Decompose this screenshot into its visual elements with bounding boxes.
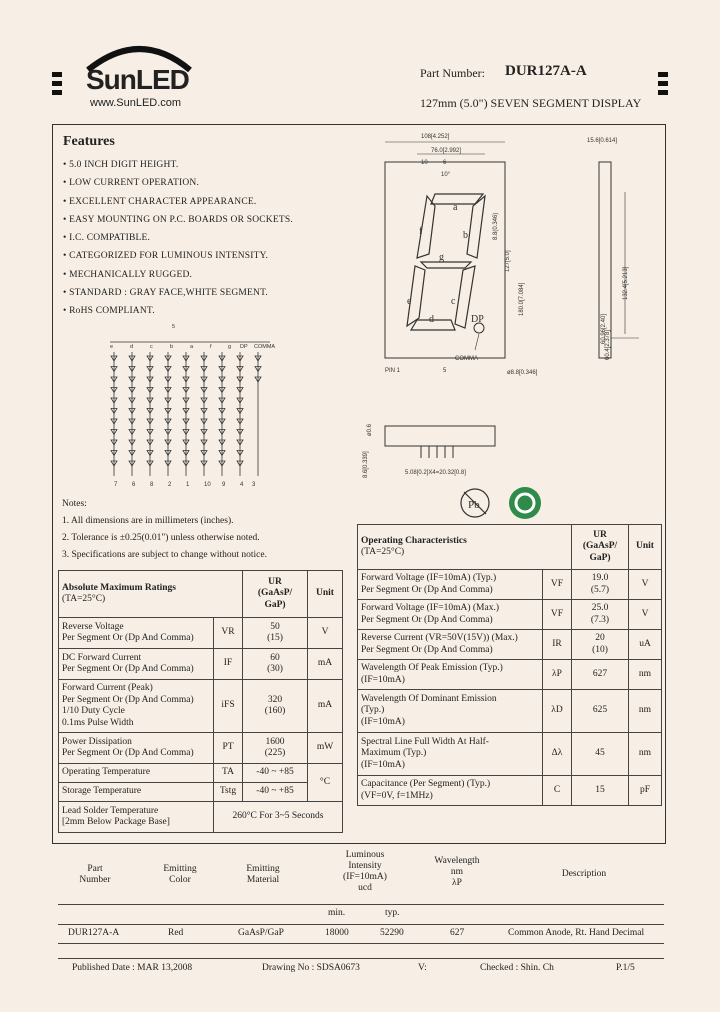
hdr-part: Part Number <box>79 864 111 885</box>
abs-max-title: Absolute Maximum Ratings <box>62 582 177 593</box>
segment-label-f: f <box>419 226 423 237</box>
description-cell: Common Anode, Rt. Hand Decimal <box>508 928 645 938</box>
hdr-luminous: Luminous Intensity (IF=10mA) ucd <box>343 850 387 893</box>
table-row: Reverse Voltage Per Segment Or (Dp And Comma) VR 50 (15) V <box>59 618 343 649</box>
pin-label: 6 <box>443 160 447 166</box>
circuit-pin: 1 <box>186 482 190 488</box>
dim-digit-height: 127[5.0] <box>505 250 511 272</box>
feature-item: • STANDARD : GRAY FACE,WHITE SEGMENT. <box>63 288 268 299</box>
hdr-color: Emitting Color <box>163 864 197 885</box>
circuit-col-b: b <box>170 344 174 350</box>
table-row: Wavelength Of Dominant Emission (Typ.) (IF=10mA) λD 625 nm <box>358 690 662 733</box>
drawing-number: Drawing No : SDSA0673 <box>262 963 360 973</box>
circuit-col-f: f <box>210 344 212 350</box>
table-row: Lead Solder Temperature [2mm Below Package Base] 260°C For 3~5 Seconds <box>59 802 343 833</box>
circuit-pin: 6 <box>132 482 136 488</box>
circuit-top-pin: 5 <box>172 324 176 330</box>
checked-by: Checked : Shin. Ch <box>480 963 554 973</box>
dim-width: 108[4.252] <box>421 134 450 140</box>
notes-section <box>62 496 267 564</box>
feature-item: • EASY MOUNTING ON P.C. BOARDS OR SOCKETS. <box>63 214 293 225</box>
segment-label-e: e <box>407 296 412 307</box>
dim-height: 180.0[7.084] <box>519 282 525 316</box>
circuit-pin: 10 <box>204 482 211 488</box>
circuit-col-a: a <box>190 344 194 350</box>
circuit-pin: 8 <box>150 482 154 488</box>
features-section <box>63 134 323 321</box>
circuit-col-e: e <box>110 344 114 350</box>
pin-label: PIN 1 <box>385 368 401 374</box>
typ-cell: 52290 <box>380 928 404 938</box>
feature-item: • LOW CURRENT OPERATION. <box>63 178 200 189</box>
col-unit: Unit <box>316 588 334 599</box>
dim-pin-length: 8.6[0.339] <box>363 451 369 478</box>
part-number-label: Part Number: <box>420 66 485 80</box>
abs-max-cond: (TA=25°C) <box>62 594 106 604</box>
circuit-col-dp: DP <box>240 344 248 350</box>
segment-label-g: g <box>439 252 444 263</box>
part-number: DUR127A-A <box>505 63 587 79</box>
published-date: Published Date : MAR 13,2008 <box>72 963 193 973</box>
note-item: 3. Specifications are subject to change without notice. <box>62 550 267 560</box>
note-item: 1. All dimensions are in millimeters (inches). <box>62 516 234 526</box>
table-row: Forward Voltage (IF=10mA) (Typ.) Per Segment Or (Dp And Comma) VF 19.0 (5.7) V <box>358 570 662 600</box>
pb-free-icon <box>458 486 492 520</box>
circuit-pin: 9 <box>222 482 226 488</box>
rohs-recycle-icon <box>506 484 544 522</box>
min-cell: 18000 <box>325 928 349 938</box>
dim-pin-pitch: 5.08[0.2]X4=20.32[0.8] <box>405 470 466 476</box>
segment-label-d: d <box>429 314 434 325</box>
table-row: Power Dissipation Per Segment Or (Dp And Comma) PT 1600 (225) mW <box>59 733 343 764</box>
dim-depth: 15.6[0.614] <box>587 138 618 144</box>
segment-label-dp: DP <box>471 314 484 325</box>
hdr-typ: typ. <box>385 908 400 918</box>
dim-pin-offset: 60.4[2.378] <box>605 329 611 360</box>
table-row: Wavelength Of Peak Emission (Typ.) (IF=10mA) λP 627 nm <box>358 660 662 690</box>
right-bars-decoration <box>658 72 668 99</box>
segment-label-b: b <box>463 230 468 241</box>
circuit-col-d: d <box>130 344 134 350</box>
table-row: Capacitance (Per Segment) (Typ.) (VF=0V, f=1MHz) C 15 pF <box>358 776 662 806</box>
dim-seg-width: 8.8(0.346) <box>493 212 499 240</box>
common-label: COMMA <box>455 356 478 362</box>
features-title: Features <box>63 134 115 149</box>
feature-item: • CATEGORIZED FOR LUMINOUS INTENSITY. <box>63 251 269 262</box>
op-char-title: Operating Characteristics <box>361 535 467 546</box>
color-cell: Red <box>168 928 184 938</box>
divider <box>58 943 664 944</box>
table-row: Operating Temperature TA -40 ~ +85 °C <box>59 764 343 783</box>
hdr-min: min. <box>328 908 346 918</box>
abs-max-table <box>58 570 343 833</box>
dim-pin-span: 132.4[5.213] <box>623 266 629 300</box>
divider <box>58 904 664 905</box>
feature-item: • MECHANICALLY RUGGED. <box>63 269 193 280</box>
version: V: <box>418 963 427 973</box>
table-row: Storage Temperature Tstg -40 ~ +85 <box>59 783 343 802</box>
table-row: Spectral Line Full Width At Half- Maximum (Typ.) (IF=10mA) Δλ 45 nm <box>358 733 662 776</box>
notes-title: Notes: <box>62 499 87 509</box>
hdr-wavelength: Wavelength nm λP <box>434 856 480 888</box>
page-subtitle: 127mm (5.0") SEVEN SEGMENT DISPLAY <box>420 96 642 110</box>
feature-item: • RoHS COMPLIANT. <box>63 306 155 317</box>
table-row: Reverse Current (VR=50V(15V)) (Max.) Per Segment Or (Dp And Comma) IR 20 (10) uA <box>358 630 662 660</box>
circuit-col-g: g <box>228 344 232 350</box>
dim-angle: 10° <box>441 172 451 178</box>
divider <box>58 924 664 925</box>
brand-url: www.SunLED.com <box>90 97 182 109</box>
material-cell: GaAsP/GaP <box>238 928 284 938</box>
table-row: DC Forward Current Per Segment Or (Dp And Comma) IF 60 (30) mA <box>59 649 343 680</box>
pin-label: 10 <box>421 160 428 166</box>
mechanical-drawing <box>355 128 655 488</box>
col-mat2: GaP) <box>264 599 286 610</box>
op-char-table: Operating Characteristics (TA=25°C) UR (GaAsP/ GaP) Unit Forward Voltage (IF=10mA) (Typ.) Per Segment Or (Dp And Comma) VF 19.0 (5.7) V Forward Voltage (IF=10mA) (Max.) Per Segment Or (Dp And Comma) VF 25.0 (7.3) V Reverse Current (VR=50V(15V)) (Max.) Per Segment Or (Dp And Comma) IR 20 (10) uA Wavelength Of Peak Emission (Typ.) (IF=10mA) λP 627 nm Wavelength Of Dominant Emission (Typ.) (IF=10mA) λD 625 nm Spectral Line Full Width At Half- Maximum (Typ.) (IF=10mA) Δλ 45 nm Capacitance (Per Segment) (Typ.) (VF=0V, f=1MHz) C 15 pF <box>357 524 662 806</box>
page-number: P.1/5 <box>616 963 635 973</box>
segment-label-a: a <box>453 202 458 213</box>
footer-divider <box>58 958 664 959</box>
circuit-pin: 4 <box>240 482 244 488</box>
circuit-common: COMMA <box>254 344 276 350</box>
col-mat: (GaAsP/ <box>257 588 293 599</box>
dim-dp-diameter: ø8.8[0.346] <box>507 370 538 376</box>
dim-face-width: 76.0[2.992] <box>431 148 462 154</box>
dim-row-spacing: 60.96[2.40] <box>601 313 607 344</box>
dim-pin-diameter: ø0.6 <box>367 423 373 436</box>
segment-label-c: c <box>451 296 456 307</box>
brand-logo: SunLED <box>86 64 189 95</box>
table-row: Forward Voltage (IF=10mA) (Max.) Per Segment Or (Dp And Comma) VF 25.0 (7.3) V <box>358 600 662 630</box>
hdr-material: Emitting Material <box>246 864 280 885</box>
feature-item: • 5.0 INCH DIGIT HEIGHT. <box>63 160 179 170</box>
circuit-pin: 3 <box>252 482 256 488</box>
circuit-pin: 7 <box>114 482 118 488</box>
left-bars-decoration <box>52 72 62 99</box>
circuit-diagram <box>100 320 280 490</box>
circuit-col-c: c <box>150 344 153 350</box>
circuit-pin: 2 <box>168 482 172 488</box>
table-row: Forward Current (Peak) Per Segment Or (Dp And Comma) 1/10 Duty Cycle 0.1ms Pulse Width iFS 320 (160) mA <box>59 680 343 733</box>
part-cell: DUR127A-A <box>68 928 120 938</box>
hdr-description: Description <box>561 869 607 879</box>
col-ur: UR <box>268 576 282 587</box>
note-item: 2. Tolerance is ±0.25(0.01") unless otherwise noted. <box>62 533 260 543</box>
pin-label: 5 <box>443 368 447 374</box>
pb-label: Pb <box>468 499 480 511</box>
feature-item: • I.C. COMPATIBLE. <box>63 233 151 244</box>
feature-item: • EXCELLENT CHARACTER APPEARANCE. <box>63 196 257 207</box>
op-char-cond: (TA=25°C) <box>361 547 405 557</box>
wavelength-cell: 627 <box>450 928 465 938</box>
